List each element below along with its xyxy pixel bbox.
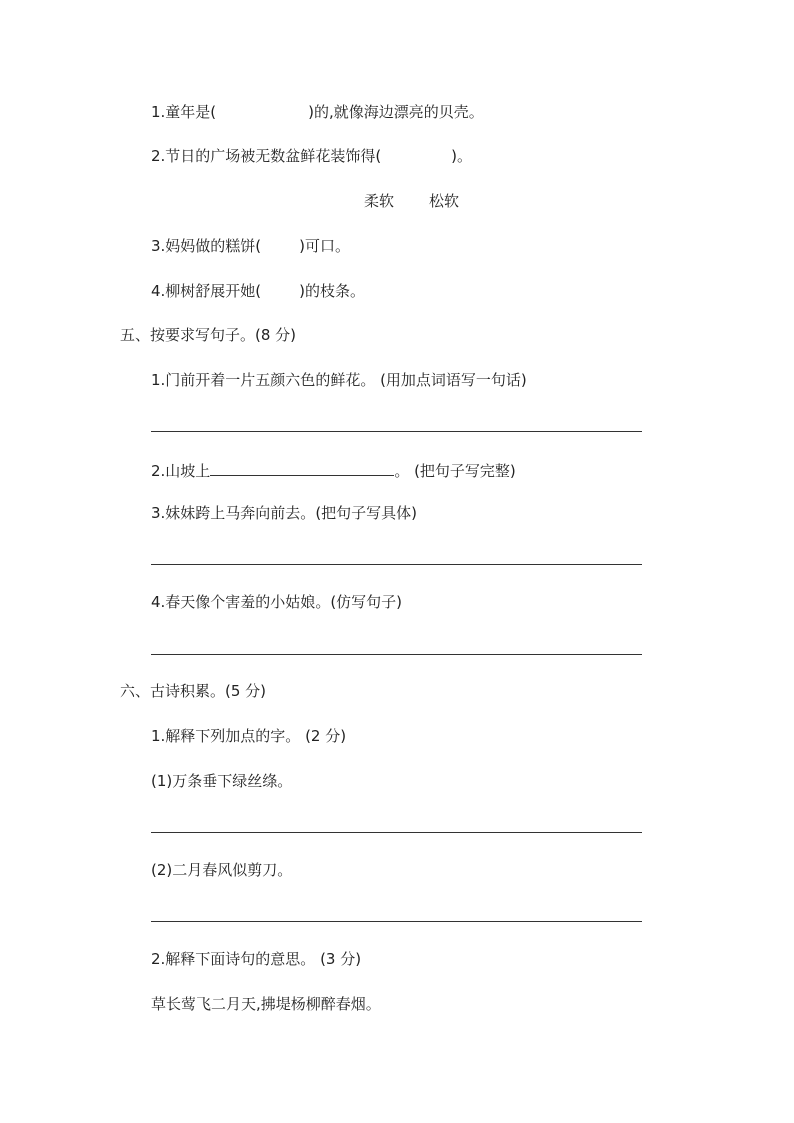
- part4-q4-before: 4.柳树舒展开她(: [151, 282, 262, 300]
- part6-q1a-answer-line[interactable]: [151, 832, 642, 833]
- part5-question-2: [151, 459, 516, 479]
- word-choice-1: 柔软: [364, 192, 395, 210]
- part5-question-3: 3.妹妹跨上马奔向前去。(把句子写具体): [151, 504, 418, 522]
- part4-q3-before: 3.妈妈做的糕饼(: [151, 237, 262, 255]
- part6-q1b-answer-line[interactable]: [151, 921, 642, 922]
- part4-question-2: [151, 146, 472, 166]
- word-choice-2: 松软: [429, 192, 460, 210]
- part4-question-3: [151, 236, 350, 256]
- part4-q1-before: 1.童年是(: [151, 103, 217, 121]
- part6-question-2: 2.解释下面诗句的意思。 (3 分): [151, 950, 362, 968]
- part4-q2-after: )。: [451, 147, 473, 165]
- part5-q4-answer-line[interactable]: [151, 654, 642, 655]
- part6-question-1b: (2)二月春风似剪刀。: [151, 861, 293, 879]
- part4-q3-after: )可口。: [299, 237, 351, 255]
- part4-question-1: [151, 102, 484, 122]
- part6-poem: 草长莺飞二月天,拂堤杨柳醉春烟。: [151, 995, 381, 1013]
- part5-heading: 五、按要求写句子。(8 分): [120, 326, 297, 344]
- part5-question-4: 4.春天像个害羞的小姑娘。(仿写句子): [151, 593, 403, 611]
- part4-q4-after: )的枝条。: [299, 282, 366, 300]
- part6-heading: 六、古诗积累。(5 分): [120, 682, 267, 700]
- part6-question-1a: (1)万条垂下绿丝绦。: [151, 772, 293, 790]
- part5-q1-answer-line[interactable]: [151, 431, 642, 432]
- part4-q2-before: 2.节日的广场被无数盆鲜花装饰得(: [151, 147, 382, 165]
- part5-q2-before: 2.山坡上: [151, 462, 211, 480]
- part5-q2-fill-line[interactable]: [210, 459, 394, 476]
- part5-q2-after: 。 (把句子写完整): [394, 462, 516, 480]
- part5-q3-answer-line[interactable]: [151, 564, 642, 565]
- part4-q1-after: )的,就像海边漂亮的贝壳。: [308, 103, 484, 121]
- part6-question-1: 1.解释下列加点的字。 (2 分): [151, 727, 347, 745]
- part5-question-1: 1.门前开着一片五颜六色的鲜花。 (用加点词语写一句话): [151, 371, 527, 389]
- part4-question-4: [151, 281, 365, 301]
